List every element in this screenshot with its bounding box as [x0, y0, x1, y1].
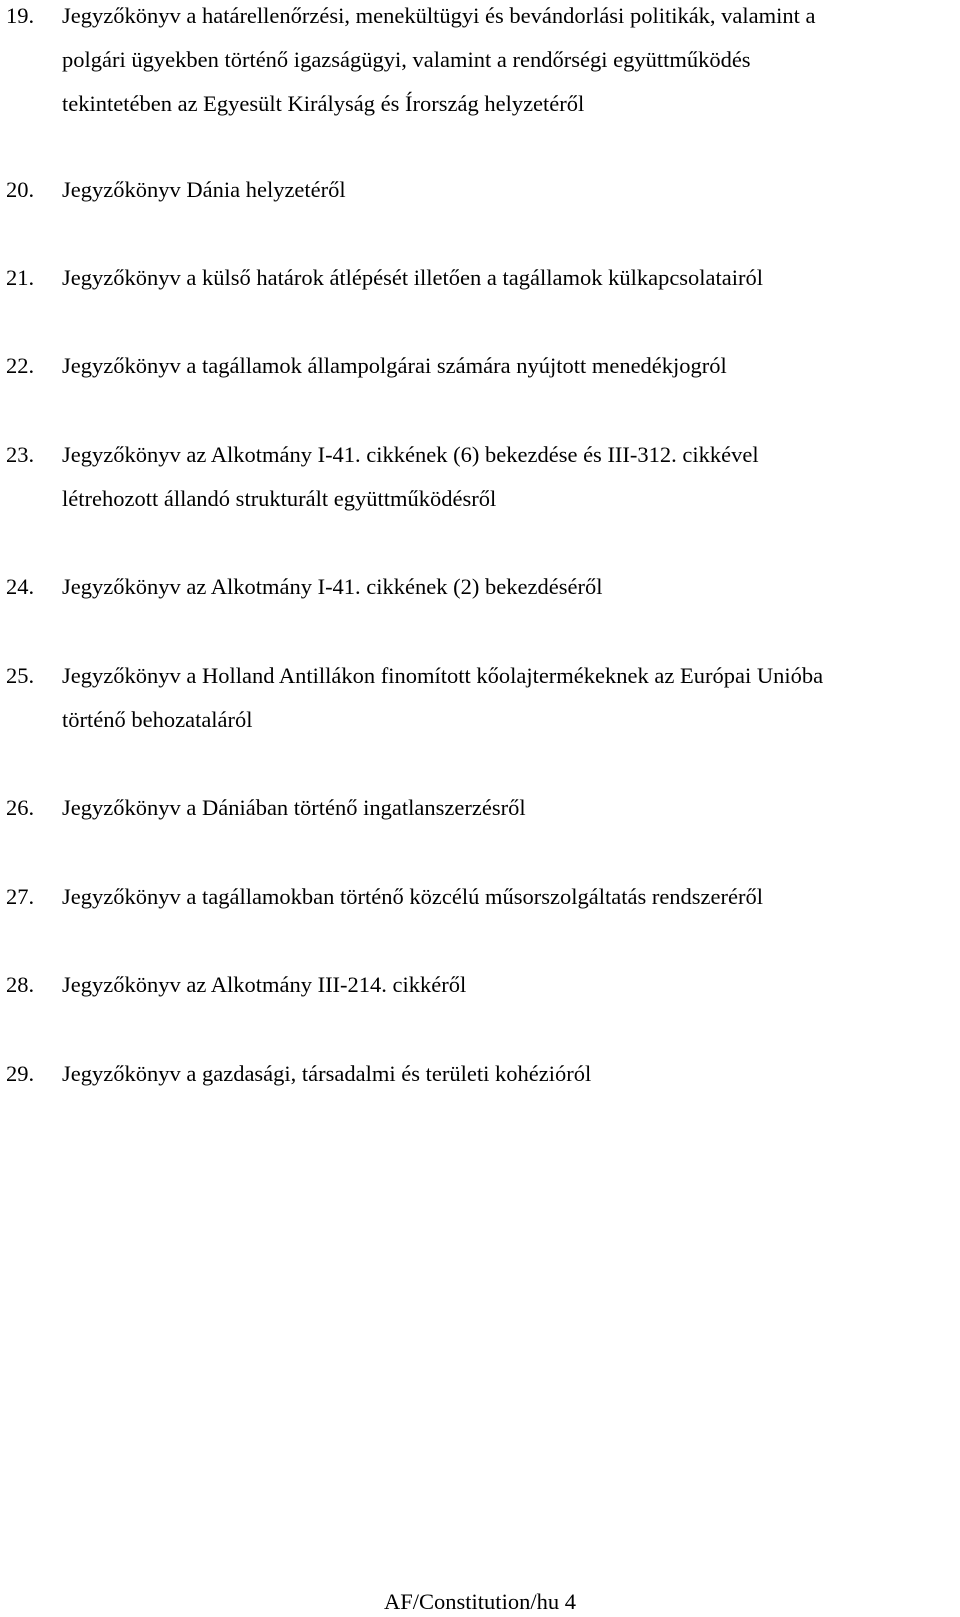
item-number: 21.: [6, 265, 35, 290]
item-number: 19.: [6, 3, 35, 28]
item-text-line: történő behozataláról: [62, 707, 253, 732]
item-number: 26.: [6, 795, 35, 820]
item-text-line: Jegyzőkönyv az Alkotmány I-41. cikkének (2) bekezdéséről: [62, 574, 603, 599]
protocol-item-29: [0, 1052, 950, 1096]
protocol-item-19: [0, 0, 950, 126]
item-text-line: Jegyzőkönyv a tagállamok állampolgárai számára nyújtott menedékjogról: [62, 353, 727, 378]
protocol-item-27: [0, 875, 950, 919]
item-text-line: polgári ügyekben történő igazságügyi, valamint a rendőrségi együttműködés: [62, 47, 751, 72]
item-text-line: Jegyzőkönyv Dánia helyzetéről: [62, 177, 346, 202]
item-number: 22.: [6, 353, 35, 378]
protocol-item-26: [0, 786, 950, 830]
item-text-line: létrehozott állandó strukturált együttműködésről: [62, 486, 497, 511]
protocol-item-24: [0, 565, 950, 609]
item-text-line: Jegyzőkönyv az Alkotmány I-41. cikkének (6) bekezdése és III-312. cikkével: [62, 442, 759, 467]
item-number: 23.: [6, 442, 35, 467]
item-number: 28.: [6, 972, 35, 997]
item-text-line: Jegyzőkönyv a határellenőrzési, menekültügyi és bevándorlási politikák, valamint a: [62, 3, 816, 28]
protocol-item-25: [0, 654, 950, 742]
item-text-line: Jegyzőkönyv a külső határok átlépését illetően a tagállamok külkapcsolatairól: [62, 265, 764, 290]
item-text-line: Jegyzőkönyv a Dániában történő ingatlanszerzésről: [62, 795, 526, 820]
footer-reference: AF/Constitution/hu 4: [384, 1589, 576, 1614]
item-text-line: Jegyzőkönyv a gazdasági, társadalmi és területi kohézióról: [62, 1061, 592, 1086]
item-number: 20.: [6, 177, 35, 202]
item-number: 29.: [6, 1061, 35, 1086]
item-text-line: Jegyzőkönyv a Holland Antillákon finomított kőolajtermékeknek az Európai Unióba: [62, 663, 824, 688]
item-text-line: tekintetében az Egyesült Királyság és Írország helyzetéről: [62, 91, 585, 116]
item-number: 24.: [6, 574, 35, 599]
item-text-line: Jegyzőkönyv az Alkotmány III-214. cikkéről: [62, 972, 467, 997]
item-text-line: Jegyzőkönyv a tagállamokban történő közcélú műsorszolgáltatás rendszeréről: [62, 884, 764, 909]
page-footer: [0, 1587, 960, 1617]
protocol-item-28: [0, 963, 950, 1007]
protocol-item-23: [0, 433, 950, 521]
protocol-item-22: [0, 344, 950, 388]
protocol-item-20: [0, 168, 950, 212]
item-number: 25.: [6, 663, 35, 688]
protocol-item-21: [0, 256, 950, 300]
item-number: 27.: [6, 884, 35, 909]
